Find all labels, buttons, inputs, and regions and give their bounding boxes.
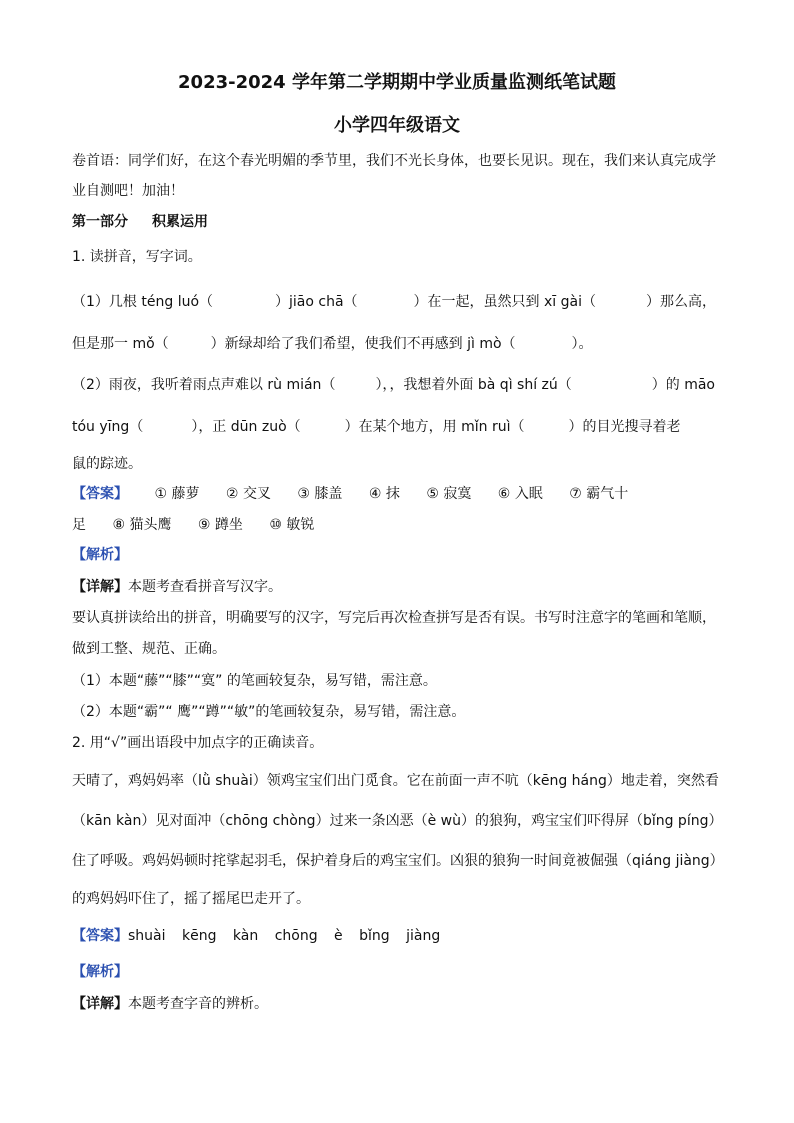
- answer-text: 敏锐: [286, 517, 315, 533]
- analysis-note-2: （2）本题“霸”“ 鹰”“蹲”“敏”的笔画较复杂，易写错，需注意。: [72, 704, 466, 720]
- pinyin: mǐn ruì: [461, 419, 511, 435]
- pinyin: xī gài: [544, 294, 582, 310]
- answer-num: ②: [225, 486, 239, 502]
- detail-text: 本题考查字音的辨析。: [128, 996, 268, 1012]
- page-title: 2023-2024 学年第二学期期中学业质量监测纸笔试题: [178, 72, 616, 93]
- answer-num: ⑩: [269, 517, 282, 533]
- answer-tag: 【答案】: [72, 928, 128, 944]
- answer-text: 藤萝: [171, 486, 200, 502]
- q2-line-4: 的鸡妈妈吓住了，摇了摇尾巴走开了。: [72, 891, 310, 907]
- pinyin: māo: [684, 377, 716, 393]
- answer-pinyin: chōng: [274, 928, 318, 944]
- pinyin: tóu yīng: [72, 419, 130, 435]
- q2-line-3: 住了呼吸。鸡妈妈顿时挓挲起羽毛，保护着身后的鸡宝宝们。凶狠的狼狗一时间竟被倔强（qiáng jiàng）: [72, 853, 724, 869]
- part-label: 第一部分: [72, 214, 128, 230]
- part-name: 积累运用: [152, 214, 208, 230]
- analysis-note-1: （1）本题“藤”“膝”“寞” 的笔画较复杂，易写错，需注意。: [72, 673, 437, 689]
- answer-pinyin: kàn: [232, 928, 259, 944]
- pinyin: bà qì shí zú: [477, 377, 558, 393]
- answer-pinyin: kēng: [181, 928, 217, 944]
- answer-line-1: [72, 484, 722, 504]
- answer-pinyin: shuài: [128, 928, 166, 944]
- answer-pinyin: bǐng: [359, 928, 390, 944]
- pinyin: dūn zuò: [230, 419, 287, 435]
- q2-line-2: （kān kàn）见对面冲（chōng chòng）过来一条凶恶（è wù）的狼狗，鸡宝宝们吓得屏（bǐng píng）: [72, 813, 723, 829]
- answer-text: 抹: [385, 486, 400, 502]
- pinyin: mǒ: [132, 336, 155, 352]
- answer-tag: 【答案】: [72, 486, 128, 502]
- q1-line-2: 但是那一 mǒ（ ）新绿却给了我们希望，使我们不再感到 jì mò（ ）。: [72, 336, 593, 352]
- pinyin: jiāo chā: [289, 294, 344, 310]
- q2-detail-line: [72, 994, 722, 1014]
- analysis-para-1: 要认真拼读给出的拼音，明确要写的汉字，写完后再次检查拼写是否有误。书写时注意字的笔画和笔顺，: [72, 610, 716, 626]
- detail-tag: 【详解】: [72, 579, 128, 595]
- pinyin: rù mián: [267, 377, 322, 393]
- part-heading: [72, 212, 722, 232]
- answer-text: 交叉: [242, 486, 271, 502]
- answer-text: 寂寞: [443, 486, 472, 502]
- intro-line-2: 业自测吧！加油！: [72, 183, 184, 199]
- q1-line-4: tóu yīng（ ），正 dūn zuò（ ）在某个地方，用 mǐn ruì（ ）的目光搜寻着老: [72, 419, 681, 435]
- q1-line-1: （1）几根 téng luó（ ）jiāo chā（ ）在一起，虽然只到 xī gài（ ）那么高，: [72, 294, 716, 310]
- q2-prompt: 2. 用“√”画出语段中加点字的正确读音。: [72, 735, 324, 751]
- answer-text: 猫头鹰: [129, 517, 172, 533]
- answer-num: ⑥: [497, 486, 511, 502]
- q2-answer-line: [72, 926, 722, 946]
- pinyin: téng luó: [141, 294, 200, 310]
- answer-pinyin: è: [334, 928, 343, 944]
- q2-analysis-tag: 【解析】: [72, 964, 128, 980]
- answer-num: ⑧: [112, 517, 126, 533]
- answer-pinyin: jiàng: [406, 928, 441, 944]
- page-subtitle: 小学四年级语文: [334, 115, 460, 136]
- analysis-tag: 【解析】: [72, 547, 128, 563]
- answer-text: 膝盖: [314, 486, 343, 502]
- analysis-para-2: 做到工整、规范、正确。: [72, 641, 226, 657]
- pinyin: jì mò: [467, 336, 502, 352]
- q2-line-1: 天晴了，鸡妈妈率（lǜ shuài）领鸡宝宝们出门觅食。它在前面一声不吭（kēng háng）地走着，突然看: [72, 773, 719, 789]
- answer-num: ⑦: [569, 486, 582, 502]
- answer-num: ③: [297, 486, 310, 502]
- answer-num: ④: [368, 486, 382, 502]
- answer-num: ⑨: [197, 517, 211, 533]
- answer-line-2: [72, 515, 722, 535]
- q1-prompt: 1. 读拼音，写字词。: [72, 249, 202, 265]
- q1-line-5: 鼠的踪迹。: [72, 456, 142, 472]
- answer-text: 入眠: [514, 486, 543, 502]
- detail-text: 本题考查看拼音写汉字。: [128, 579, 282, 595]
- answer-num: ①: [154, 486, 168, 502]
- detail-line: [72, 577, 722, 597]
- intro-line-1: 卷首语：同学们好，在这个春光明媚的季节里，我们不光长身体，也要长见识。现在，我们来认真完成学: [72, 153, 716, 169]
- answer-wrap: 足: [72, 517, 86, 533]
- answer-num: ⑤: [426, 486, 439, 502]
- detail-tag: 【详解】: [72, 996, 128, 1012]
- answer-text: 霸气十: [586, 486, 629, 502]
- answer-text: 蹲坐: [214, 517, 243, 533]
- q1-line-3: （2）雨夜，我听着雨点声难以 rù mián（ ），，我想着外面 bà qì shí zú（ ）的 māo: [72, 377, 716, 393]
